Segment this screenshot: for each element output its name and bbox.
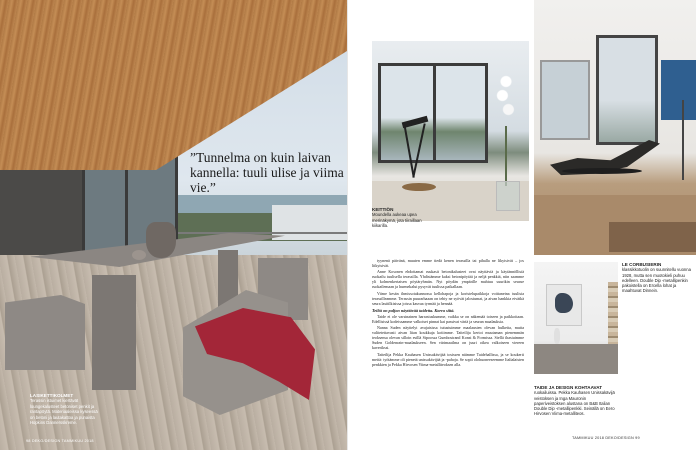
pull-quote: ”Tunnelma on kuin laivan kannella: tuuli ulise ja viima vie.” [190,150,344,195]
lounge-chair [550,140,660,185]
blue-artwork [661,60,696,120]
wooden-ceiling [0,0,347,170]
caption-text: klassikkotuolin on suunnitellu vuonna 1928, mutta sen muotokieli puhuu edelleen. Double Dip -metallipenkin pakoistella on Ercella lohat ja maahtuvat Dinnein. [622,267,691,294]
paragraph: Nanna Suden näyttelyt avajaisissa tutustuimme maalausten olevan hulkeita, mutta valitetettavasti aivan liian koukkuja kotiimme. Taiteilija kertoi muutaman pienemmän teoksensa olevan silloin esillä Sipoossa Gumbostrand Konst & Formissa. Siellä ihastuimme Suden Goldenrain-maalaukseen. Sen värimaailma on juuri oikea valkoiseen viereen kaverikssi. [372,325,524,351]
caption-title: KEITTIÖN [372,207,394,212]
caption-text: Terassin istuimet kiertävät loungekalusteet betoniset penkit ja rantapöytä. Materiaaleissa kyseessä on betoni ja lautakattoa ja punaista Hopkins Dannersskreme. [30,398,98,426]
table-leg [92,275,136,390]
wooden-bowl [402,183,436,191]
terrace-photo [0,0,347,450]
caption-text: ruokailuissa. Pekka Kauhasen Unissakävijä veistoksen ja Inga Mauronin paperiveistoksen alustana on B&B Italian Double Dip -metallipenkki. Seinällä on Eero Hirvosen Viima-metalliteos. [534,390,615,417]
floor-lamp [682,100,684,180]
caption-title: LE CORBUSIERIN [622,262,662,267]
subheading: Teiltä on paljon näyttävää taidetta. Korra siitä. [372,307,455,313]
caption-title: LASIKETTIKOLMET [30,393,74,398]
art-design-photo [534,262,618,374]
page-footer: 98 DEKO/DESIGN TAMMIKUU 2018 [26,439,94,443]
photo-caption [534,385,618,417]
glass-vase [496,181,520,211]
sculpture [554,328,560,344]
concrete-bench [5,295,85,370]
window [540,60,590,140]
paragraph: Viime kesän ihmissotakunnossa kellohapoja ja koristelupaikkoja voittaneina tuulisia terassilleamme. Terassin puurarhaaan on tehty ne syövät jalostumat, ja aivan hankkia eivätkä seura lasitilkisissa joissa kasvaa tyrmää ja hennää. [372,290,524,306]
photo-caption [30,393,102,425]
photo-caption [372,207,432,228]
glass-railing [178,232,347,234]
lounge-chair-base [562,168,642,174]
paragraph: Taide ei ole varsinainen harrastuskumme, vaikka se on näkemää toiseen ja paikkoitaan. Edellisissä kodeissamme valkoiset pinnat kai passivat väriä ja seuran maalauksia. [372,313,524,324]
paragraph: tyynenä päivänä, muuten emme tiedä kenen terassilla tai pihalla ne likyisivät – jos liikyisivät. [372,258,524,269]
paragraph: Anne Kosonen ehdottamat ruukasit betonikalusteet ovat näyttäviä ja käytännöllisiä ruokailu tuulisella terassilla. Yhdistämme kaksi betonipöytää ja neljä penkkiä, niin saamme yli kolmenkertaisen pöytäryhmän. Nyt pöydän ympärille mahtuu suurikin seurue ruokailemaan ja hurmekalut pysyvät tuulissa paikallaan. [372,269,524,290]
caption-text: Moundella aukeaa upea merinäkymä, jota tiiraillaan kiikarilla. [372,212,422,228]
page-footer: TAMMIKUU 2018 DEKO/DESIGN 99 [572,436,640,440]
kitchen-view-photo [372,41,529,221]
paragraph: Taiteilija Pekka Kauhasen Unissakävijää tosissen näimme Taidehallissa, ja se koukerti meitä: työtämme oli pienetä unissakävijää ja -pahoja. Se sopii olohuoneeseemme Italialaisten penkkien ja Pekka Hirvosen Viima-metalliteoksen alla. [372,351,524,367]
bowl [132,250,146,260]
page-gutter [347,0,348,450]
photo-caption [622,262,694,294]
vase [146,222,176,258]
distant-building [272,205,347,240]
wall-artwork [546,284,582,326]
living-room-photo [534,0,696,255]
wooden-table [609,222,696,252]
book-stack [608,282,618,352]
window [378,63,488,163]
orchid-flowers [494,71,518,141]
caption-title: TAIDE JA DESIGN KOHTAAVAT [534,385,603,390]
article-body [372,258,524,368]
metal-bench [534,344,618,374]
window [596,35,658,145]
